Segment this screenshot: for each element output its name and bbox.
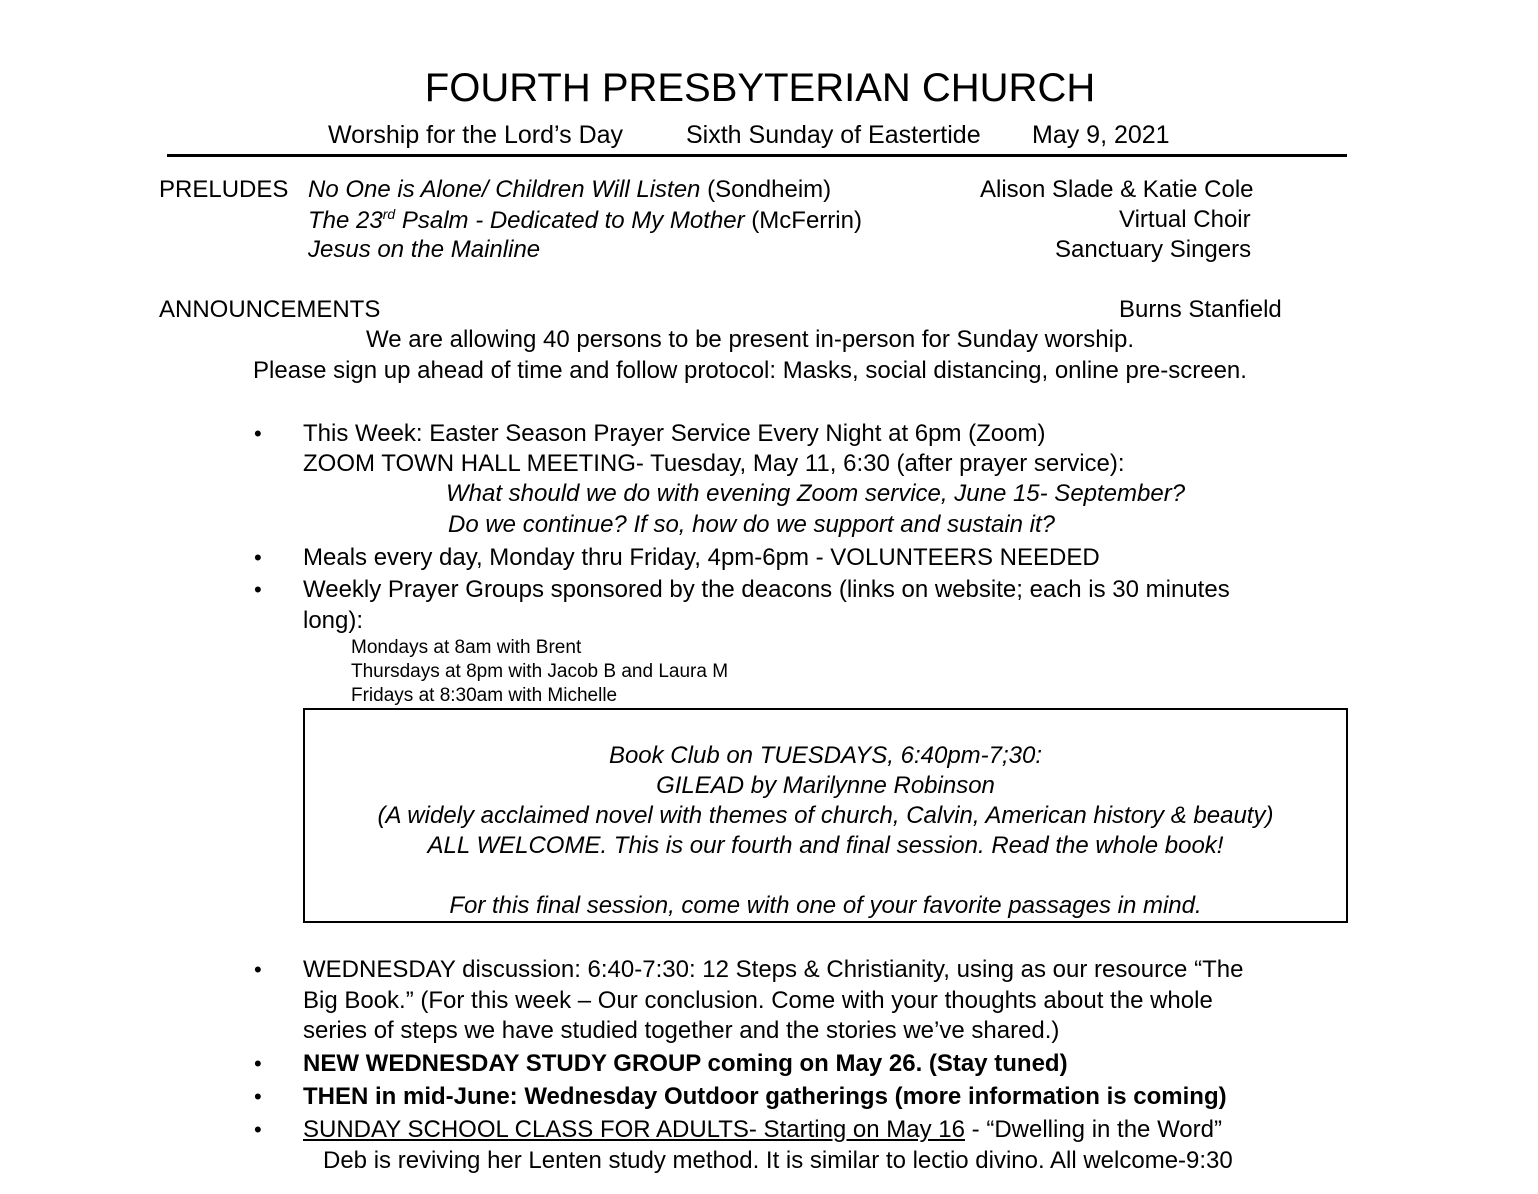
worship-subtitle: Worship for the Lord’s Day xyxy=(328,121,624,149)
wednesday-discussion-2: Big Book.” (For this week – Our conclusion. Come with your thoughts about the whole xyxy=(303,987,1213,1014)
bullet-7: • xyxy=(254,1117,262,1142)
book-club-line-4: ALL WELCOME. This is our fourth and final session. Read the whole book! xyxy=(427,832,1224,859)
bullet-6: • xyxy=(254,1084,262,1109)
prelude-1 xyxy=(308,176,831,204)
sunday-school-topic: - “Dwelling in the Word” xyxy=(965,1116,1222,1143)
announcement-line-2: Please sign up ahead of time and follow protocol: Masks, social distancing, online pre-screen. xyxy=(253,357,1247,384)
date-subtitle: May 9, 2021 xyxy=(1032,121,1170,149)
page-title: FOURTH PRESBYTERIAN CHURCH xyxy=(424,66,1096,110)
bullet-3: • xyxy=(254,577,262,602)
meals-text: Meals every day, Monday thru Friday, 4pm-6pm - VOLUNTEERS NEEDED xyxy=(303,544,1100,571)
this-week-text: This Week: Easter Season Prayer Service Every Night at 6pm (Zoom) xyxy=(303,420,1046,447)
prayer-group-fridays: Fridays at 8:30am with Michelle xyxy=(351,685,618,706)
prelude-2 xyxy=(308,206,862,235)
outdoor-gatherings-text: THEN in mid-June: Wednesday Outdoor gatherings (more information is coming) xyxy=(303,1083,1227,1110)
bullet-2: • xyxy=(254,545,262,570)
book-club-box xyxy=(303,708,1348,923)
announcements-presenter: Burns Stanfield xyxy=(1119,296,1282,323)
prayer-groups-text-1: Weekly Prayer Groups sponsored by the deacons (links on website; each is 30 minutes xyxy=(303,576,1230,603)
prayer-groups-text-2: long): xyxy=(303,607,364,634)
prelude-3-performer: Sanctuary Singers xyxy=(1055,236,1252,263)
season-subtitle: Sixth Sunday of Eastertide xyxy=(686,121,981,149)
prayer-group-thursdays: Thursdays at 8pm with Jacob B and Laura M xyxy=(351,661,729,682)
town-hall-question-1: What should we do with evening Zoom service, June 15- September? xyxy=(446,480,1186,507)
bullet-5: • xyxy=(254,1051,262,1076)
sunday-school-text xyxy=(303,1116,1222,1144)
preludes-label: PRELUDES xyxy=(159,176,289,203)
announcements-label: ANNOUNCEMENTS xyxy=(159,296,381,323)
bullet-4: • xyxy=(254,957,262,982)
prelude-2-title: The 23rd Psalm - Dedicated to My Mother xyxy=(308,206,745,234)
prelude-2-performer: Virtual Choir xyxy=(1119,206,1251,233)
prayer-group-mondays: Mondays at 8am with Brent xyxy=(351,637,582,658)
prelude-3-title: Jesus on the Mainline xyxy=(308,236,541,263)
book-club-line-2: GILEAD by Marilynne Robinson xyxy=(656,772,995,799)
prelude-1-performer: Alison Slade & Katie Cole xyxy=(980,176,1254,203)
new-study-group-text: NEW WEDNESDAY STUDY GROUP coming on May 26. (Stay tuned) xyxy=(303,1050,1068,1077)
prelude-2-composer: (McFerrin) xyxy=(751,207,862,234)
town-hall-text: ZOOM TOWN HALL MEETING- Tuesday, May 11, 6:30 (after prayer service): xyxy=(303,450,1125,477)
book-club-line-3: (A widely acclaimed novel with themes of church, Calvin, American history & beauty) xyxy=(377,802,1274,829)
announcement-line-1: We are allowing 40 persons to be present in-person for Sunday worship. xyxy=(366,326,1134,353)
book-club-line-1: Book Club on TUESDAYS, 6:40pm-7;30: xyxy=(608,742,1043,769)
sunday-school-heading: SUNDAY SCHOOL CLASS FOR ADULTS- Starting on May 16 xyxy=(303,1116,965,1143)
bullet-1: • xyxy=(254,421,262,446)
wednesday-discussion-3: series of steps we have studied together and the stories we’ve shared.) xyxy=(303,1017,1060,1044)
town-hall-question-2: Do we continue? If so, how do we support and sustain it? xyxy=(448,511,1056,538)
book-club-line-5: For this final session, come with one of your favorite passages in mind. xyxy=(449,892,1202,919)
header-rule xyxy=(167,154,1347,157)
wednesday-discussion-1: WEDNESDAY discussion: 6:40-7:30: 12 Steps & Christianity, using as our resource “The xyxy=(303,956,1244,983)
sunday-school-detail: Deb is reviving her Lenten study method. It is similar to lectio divino. All welcome-9:30 xyxy=(323,1147,1233,1174)
prelude-1-composer: (Sondheim) xyxy=(707,176,832,203)
prelude-1-title: No One is Alone/ Children Will Listen xyxy=(308,176,701,203)
